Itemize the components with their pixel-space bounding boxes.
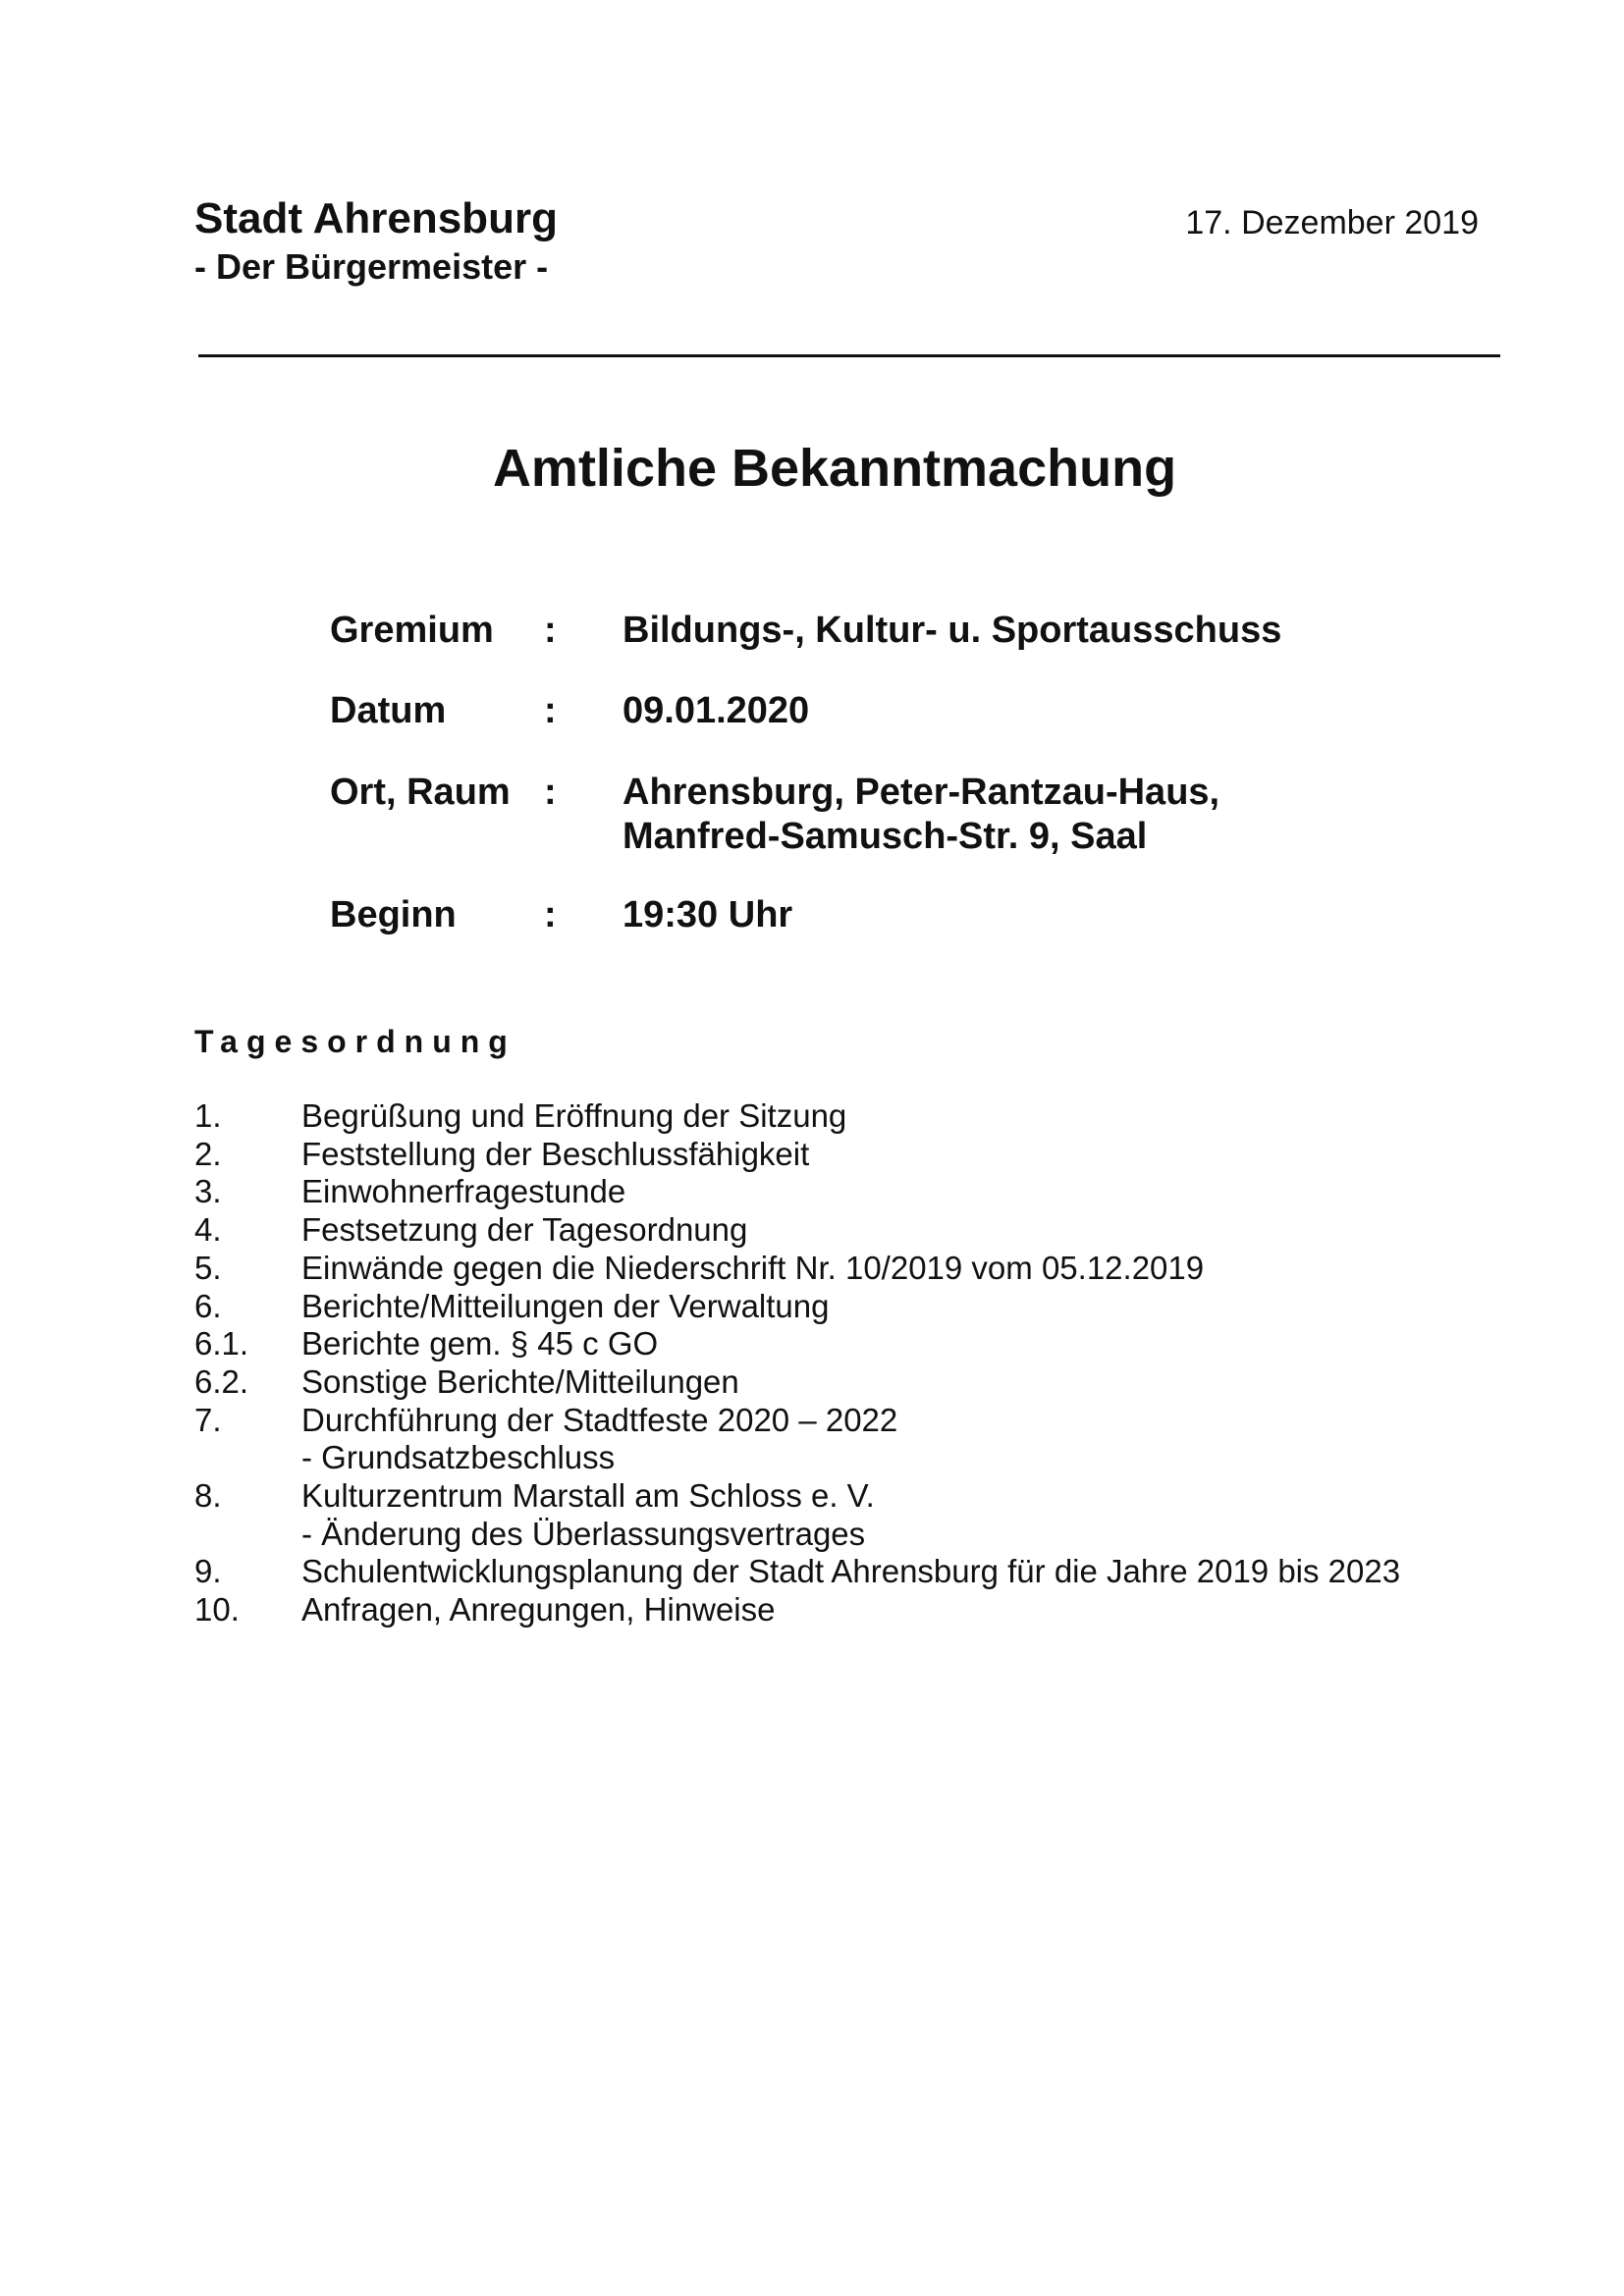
- agenda-item-number: 6.2.: [194, 1362, 249, 1400]
- meta-label: Beginn: [330, 894, 457, 935]
- meta-colon: :: [544, 610, 557, 651]
- agenda-item: [194, 1402, 1400, 1477]
- agenda-item-text: Begrüßung und Eröffnung der Sitzung: [301, 1097, 847, 1134]
- meta-row-datum: [330, 689, 1410, 733]
- agenda-item-number: 1.: [194, 1097, 222, 1134]
- agenda-item-number: 5.: [194, 1249, 222, 1286]
- agenda-item-number: 10.: [194, 1591, 240, 1629]
- meta-label: Ort, Raum: [330, 772, 511, 813]
- agenda-item-number: 8.: [194, 1477, 222, 1515]
- agenda-item-text: Schulentwicklungsplanung der Stadt Ahrensburg für die Jahre 2019 bis 2023: [301, 1553, 1401, 1590]
- agenda-item-number: 6.: [194, 1287, 222, 1324]
- agenda-item-number: 3.: [194, 1173, 222, 1210]
- agenda-item-text: Sonstige Berichte/Mitteilungen: [301, 1362, 739, 1400]
- document-date: 17. Dezember 2019: [1185, 204, 1479, 241]
- agenda-item: [194, 1250, 1400, 1288]
- agenda-item-subtext: - Änderung des Überlassungsvertrages: [301, 1515, 866, 1552]
- meta-label: Datum: [330, 690, 447, 731]
- meta-value: 09.01.2020: [623, 690, 810, 731]
- organization-subtitle: - Der Bürgermeister -: [194, 246, 549, 287]
- agenda-item: [194, 1173, 1400, 1211]
- agenda-item: [194, 1325, 1400, 1363]
- agenda-item-text: Festsetzung der Tagesordnung: [301, 1211, 748, 1249]
- meta-colon: :: [544, 894, 557, 935]
- agenda-item-text: Feststellung der Beschlussfähigkeit: [301, 1135, 810, 1172]
- document-title: Amtliche Bekanntmachung: [492, 439, 1177, 498]
- agenda-item-text: Einwohnerfragestunde: [301, 1173, 626, 1210]
- meta-colon: :: [544, 690, 557, 731]
- agenda-item: [194, 1288, 1400, 1326]
- meta-value-line2: Manfred-Samusch-Str. 9, Saal: [623, 816, 1148, 857]
- agenda-item-text: Einwände gegen die Niederschrift Nr. 10/2019 vom 05.12.2019: [301, 1249, 1205, 1286]
- agenda-item-number: 6.1.: [194, 1325, 249, 1362]
- agenda-item-subtext: - Grundsatzbeschluss: [301, 1439, 616, 1476]
- meta-value: Bildungs-, Kultur- u. Sportausschuss: [623, 610, 1282, 651]
- agenda-item-text: Berichte/Mitteilungen der Verwaltung: [301, 1287, 830, 1324]
- agenda-item: [194, 1363, 1400, 1402]
- agenda-item-number: 7.: [194, 1401, 222, 1438]
- agenda-item: [194, 1553, 1400, 1591]
- agenda-item-number: 9.: [194, 1553, 222, 1590]
- agenda-item: [194, 1097, 1400, 1136]
- organization-name: Stadt Ahrensburg: [194, 194, 558, 242]
- agenda-item-number: 4.: [194, 1211, 222, 1249]
- letterhead: [194, 192, 558, 289]
- agenda-heading: Tagesordnung: [194, 1024, 516, 1059]
- meta-row-beginn: [330, 893, 1410, 937]
- agenda-item: [194, 1477, 1400, 1553]
- agenda-item-text: Durchführung der Stadtfeste 2020 – 2022: [301, 1401, 898, 1438]
- meta-colon: :: [544, 772, 557, 813]
- agenda-item-text: Kulturzentrum Marstall am Schloss e. V.: [301, 1477, 875, 1515]
- agenda-item: [194, 1136, 1400, 1174]
- agenda-list: [194, 1097, 1400, 1629]
- agenda-item-text: Anfragen, Anregungen, Hinweise: [301, 1591, 776, 1629]
- header-divider: [198, 354, 1500, 357]
- meta-label: Gremium: [330, 610, 494, 651]
- meta-value: 19:30 Uhr: [623, 894, 793, 935]
- meta-row-gremium: [330, 609, 1410, 653]
- agenda-item-number: 2.: [194, 1135, 222, 1172]
- agenda-item-text: Berichte gem. § 45 c GO: [301, 1325, 659, 1362]
- agenda-item: [194, 1211, 1400, 1250]
- agenda-item: [194, 1591, 1400, 1629]
- meta-row-ort-raum: [330, 771, 1410, 859]
- meta-value: Ahrensburg, Peter-Rantzau-Haus,: [623, 772, 1220, 813]
